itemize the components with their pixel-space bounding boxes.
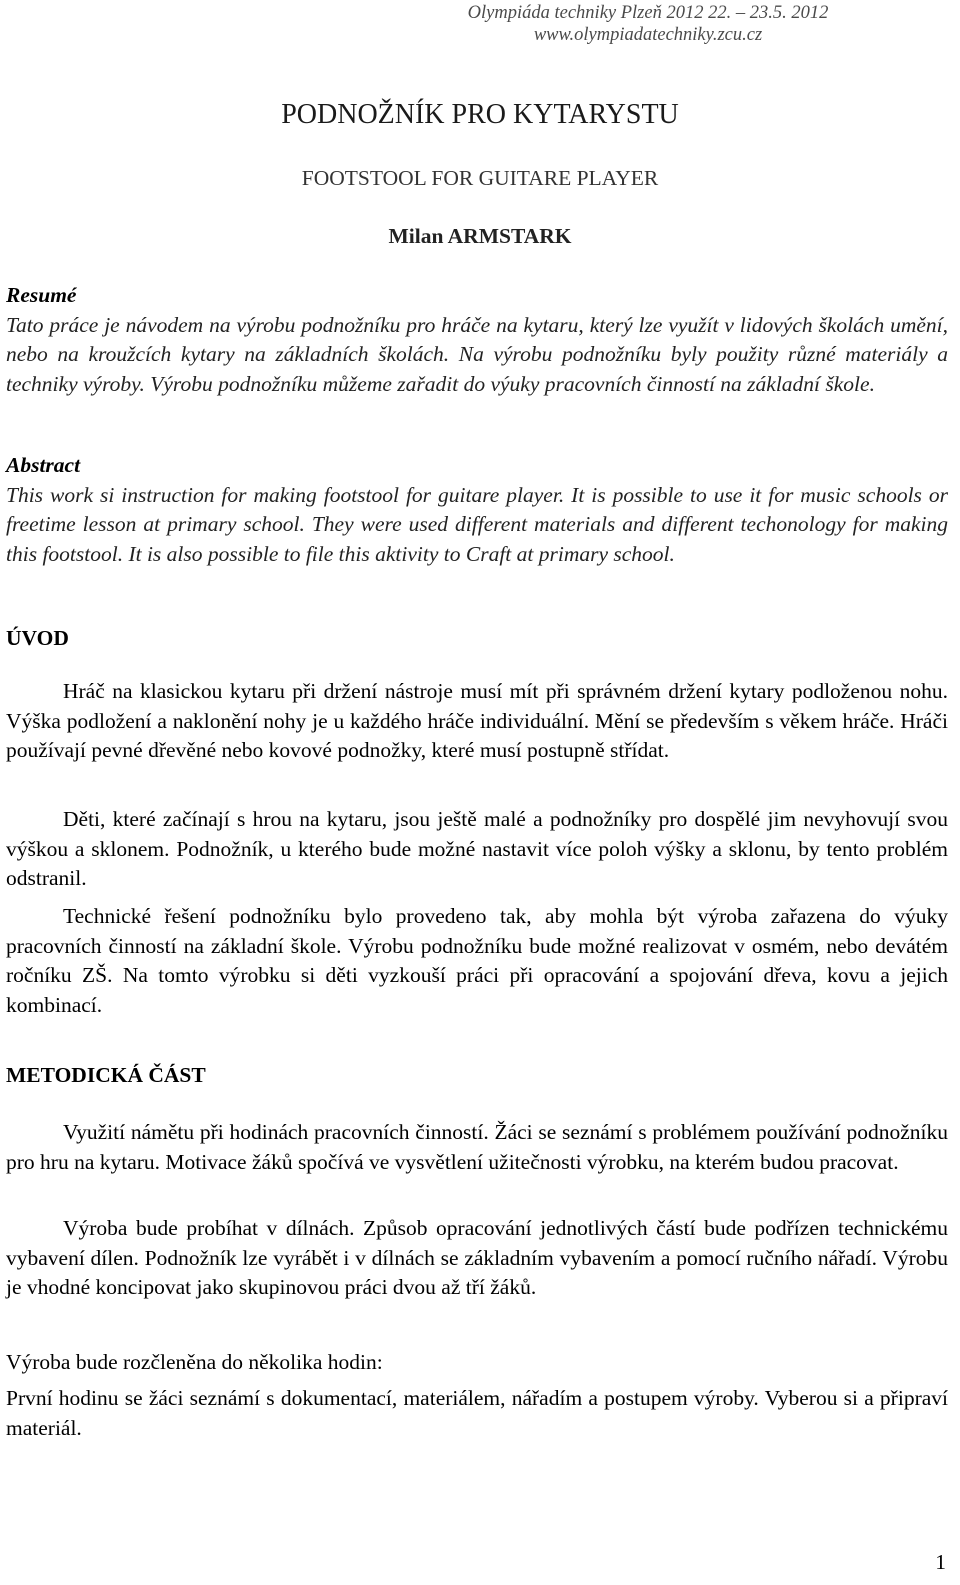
header-url[interactable]: www.olympiadatechniky.zcu.cz: [533, 25, 763, 45]
resume-text: Tato práce je návodem na výrobu podnožníku pro hráče na kytaru, který lze využít v lidových školách umění, nebo na kroužcích kytary na základních školách. Na výrobu podnožníku byly použity různé materiály a techniky výroby. Výrobu podnožníku můžeme zařadit do výuky pracovních činností na základní škole.: [6, 312, 948, 396]
uvod-paragraph-2: [6, 805, 948, 894]
metodicka-paragraph-3: [6, 1348, 948, 1378]
uvod-paragraph-1: [6, 677, 948, 766]
metodicka-paragraph-1: [6, 1118, 948, 1177]
metodicka-text-4: První hodinu se žáci seznámí s dokumentací, materiálem, nářadím a postupem výroby. Vyberou si a připraví materiál.: [6, 1386, 948, 1440]
abstract-label: Abstract: [6, 453, 81, 477]
resume-section: [6, 281, 948, 399]
abstract-section: [6, 451, 948, 569]
abstract-text: This work si instruction for making footstool for guitare player. It is possible to use it for music schools or freetime lesson at primary school. They were used different materials and different techonology for making this footstool. It is also possible to file this aktivity to Craft at primary school.: [6, 482, 948, 566]
resume-label: Resumé: [6, 283, 77, 307]
paper-subtitle: FOOTSTOOL FOR GUITARE PLAYER: [301, 166, 659, 190]
metodicka-paragraph-2: [6, 1214, 948, 1303]
header-event-line: Olympiáda techniky Plzeň 2012 22. – 23.5. 2012: [467, 3, 829, 23]
metodicka-paragraph-4: [6, 1384, 948, 1443]
conference-header: [348, 2, 948, 46]
metodicka-text-2: Výroba bude probíhat v dílnách. Způsob opracování jednotlivých částí bude podřízen technickému vybavení dílen. Podnožník lze vyrábět i v dílnách se základním vybavením a pomocí ručního nářadí. Výrobu je vhodné koncipovat jako skupinovou práci dvou až tří žáků.: [6, 1216, 948, 1299]
uvod-heading-block: [6, 625, 948, 651]
uvod-paragraph-3: [6, 902, 948, 1020]
metodicka-heading-block: [6, 1062, 948, 1088]
paper-title: PODNOŽNÍK PRO KYTARYSTU: [281, 99, 679, 130]
metodicka-heading: METODICKÁ ČÁST: [6, 1063, 206, 1087]
metodicka-text-3: Výroba bude rozčleněna do několika hodin:: [6, 1350, 383, 1374]
author-name: Milan ARMSTARK: [388, 224, 572, 248]
uvod-text-2: Děti, které začínají s hrou na kytaru, jsou ještě malé a podnožníky pro dospělé jim nevyhovují svou výškou a sklonem. Podnožník, u kterého bude možné nastavit více poloh výšky a sklonu, by tento problém odstranil.: [6, 807, 948, 890]
uvod-heading: ÚVOD: [6, 626, 69, 650]
uvod-text-1: Hráč na klasickou kytaru při držení nástroje musí mít při správném držení kytary podloženou nohu. Výška podložení a naklonění nohy je u každého hráče individuální. Mění se především s věkem hráče. Hráči používají pevné dřevěné nebo kovové podnožky, které musí postupně střídat.: [6, 679, 948, 762]
metodicka-text-1: Využití námětu při hodinách pracovních činností. Žáci se seznámí s problémem používání podnožníku pro hru na kytaru. Motivace žáků spočívá ve vysvětlení užitečnosti výrobku, na kterém budou pracovat.: [6, 1120, 948, 1174]
uvod-text-3: Technické řešení podnožníku bylo provedeno tak, aby mohla být výroba zařazena do výuky pracovních činností na základní škole. Výrobu podnožníku bude možné realizovat v osmém, nebo devátém ročníku ZŠ. Na tomto výrobku si děti vyzkouší práci při opracování a spojování dřeva, kovu a jejich kombinací.: [6, 904, 948, 1017]
page-number: 1: [935, 1550, 946, 1574]
